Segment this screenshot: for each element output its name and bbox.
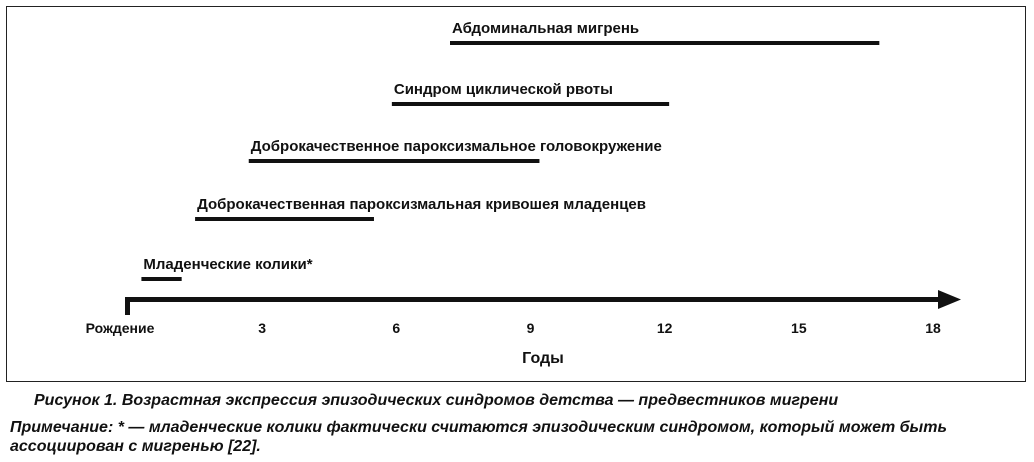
range-bar xyxy=(195,217,374,221)
x-tick-label: 3 xyxy=(258,320,267,336)
x-tick-label: 6 xyxy=(392,320,401,336)
range-bar xyxy=(249,159,540,163)
range-bar xyxy=(450,41,879,45)
axis-line xyxy=(126,297,943,302)
range-bar xyxy=(392,102,669,106)
axis-arrowhead xyxy=(938,290,961,309)
range-bar-label: Синдром циклической рвоты xyxy=(393,81,613,98)
figure-caption: Рисунок 1. Возрастная экспрессия эпизодических синдромов детства — предвестников мигрени xyxy=(34,392,839,409)
x-axis-title: Годы xyxy=(522,350,564,367)
x-axis xyxy=(86,290,961,336)
range-bar-label: Абдоминальная мигрень xyxy=(452,20,640,37)
x-tick-label: 18 xyxy=(925,320,941,336)
range-bar-label: Доброкачественное пароксизмальное головокружение xyxy=(250,138,662,155)
range-bar-label: Младенческие колики* xyxy=(143,256,313,273)
x-tick-label: 9 xyxy=(526,320,535,336)
range-bar xyxy=(141,277,181,281)
range-bar-label: Доброкачественная пароксизмальная кривошея младенцев xyxy=(197,196,646,213)
figure-note: Примечание: * — младенческие колики фактически считаются эпизодическим синдромом, который может быть ассоциирован с мигренью [22]. xyxy=(10,419,947,455)
syndrome-age-chart xyxy=(7,7,1027,383)
x-tick-label: 12 xyxy=(656,320,673,336)
axis-origin-tick xyxy=(125,297,130,315)
x-tick-label: 15 xyxy=(791,320,807,336)
x-tick-label: Рождение xyxy=(85,320,155,336)
figure-frame xyxy=(6,6,1026,382)
bars-group xyxy=(141,20,879,281)
